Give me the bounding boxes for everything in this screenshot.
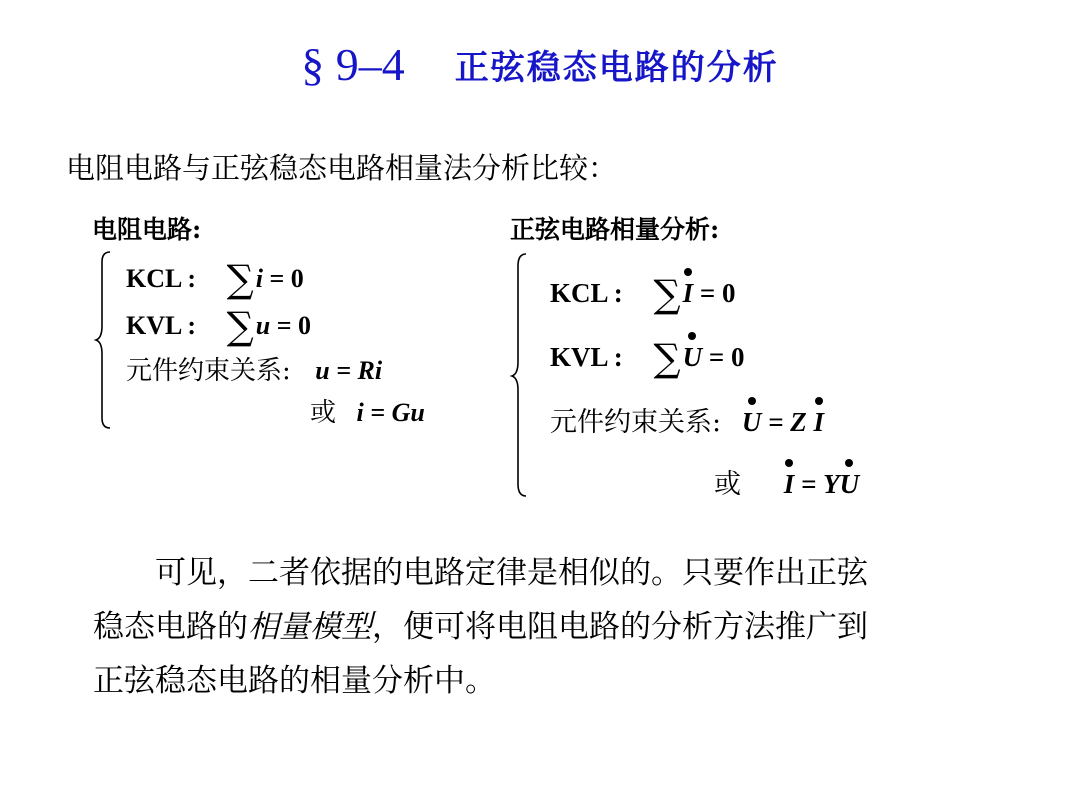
section-title: 正弦稳态电路的分析 xyxy=(454,48,779,88)
sinusoidal-kcl xyxy=(550,270,736,316)
paragraph-text: ，便可将电阻电路的分析方法推广到 xyxy=(372,609,868,645)
resistive-brace xyxy=(94,250,114,430)
constraint-label: 元件约束关系: xyxy=(126,356,291,386)
section-number: § 9–4 xyxy=(301,39,405,90)
kvl-label: KVL : xyxy=(550,342,623,372)
or-label: 或 xyxy=(310,398,337,428)
sinusoidal-constraint xyxy=(550,400,824,439)
constraint-label: 元件约束关系: xyxy=(550,407,722,438)
eq1-rhs: = Ri xyxy=(336,356,383,385)
subtitle: 电阻电路与正弦稳态电路相量法分析比较： xyxy=(66,151,618,185)
paragraph-line xyxy=(93,600,1013,654)
sigma-symbol: ∑ xyxy=(653,336,681,380)
kcl-rhs: = 0 xyxy=(269,264,304,293)
paragraph-line: 可见，二者依据的电路定律是相似的。只要作出正弦 xyxy=(155,555,868,591)
current-phasor: I xyxy=(682,278,694,308)
sigma-symbol: ∑ xyxy=(653,272,681,316)
kvl-rhs: = 0 xyxy=(276,311,312,340)
resistive-heading: 电阻电路: xyxy=(92,215,202,244)
or-label: 或 xyxy=(714,469,741,500)
paragraph-line: 正弦稳态电路的相量分析中。 xyxy=(93,663,496,699)
kcl-rhs: = 0 xyxy=(699,278,736,308)
kvl-label: KVL : xyxy=(126,311,197,340)
kcl-label: KCL : xyxy=(550,278,623,308)
eq2-rhs: = Gu xyxy=(370,398,425,427)
resistive-kvl xyxy=(126,302,312,348)
eq1-lhs: u xyxy=(315,356,330,385)
kvl-rhs: = 0 xyxy=(708,342,745,372)
phasor-model-term: 相量模型 xyxy=(248,609,372,645)
page-title xyxy=(0,38,1080,91)
conclusion-paragraph xyxy=(93,546,1013,708)
current-var: i xyxy=(255,264,263,293)
resistive-kcl xyxy=(126,255,304,301)
voltage-var: u xyxy=(255,311,271,340)
current-phasor: I xyxy=(783,469,795,499)
sinusoidal-heading: 正弦电路相量分析: xyxy=(510,215,720,244)
voltage-phasor: U xyxy=(741,407,762,437)
sinusoidal-brace xyxy=(510,252,530,498)
resistive-constraint xyxy=(126,350,382,387)
sigma-symbol: ∑ xyxy=(226,257,254,301)
current-phasor: I xyxy=(813,407,825,437)
voltage-phasor: U xyxy=(682,342,703,372)
resistive-constraint-alt xyxy=(310,392,425,429)
impedance-term: = Z xyxy=(768,407,807,437)
eq2-lhs: i xyxy=(356,398,364,427)
admittance-term: = Y xyxy=(801,469,840,499)
sigma-symbol: ∑ xyxy=(226,304,254,348)
sinusoidal-constraint-alt xyxy=(714,462,859,501)
kcl-label: KCL : xyxy=(126,264,197,293)
sinusoidal-kvl xyxy=(550,334,745,380)
voltage-phasor: U xyxy=(839,469,860,499)
paragraph-text: 稳态电路的 xyxy=(93,609,248,645)
